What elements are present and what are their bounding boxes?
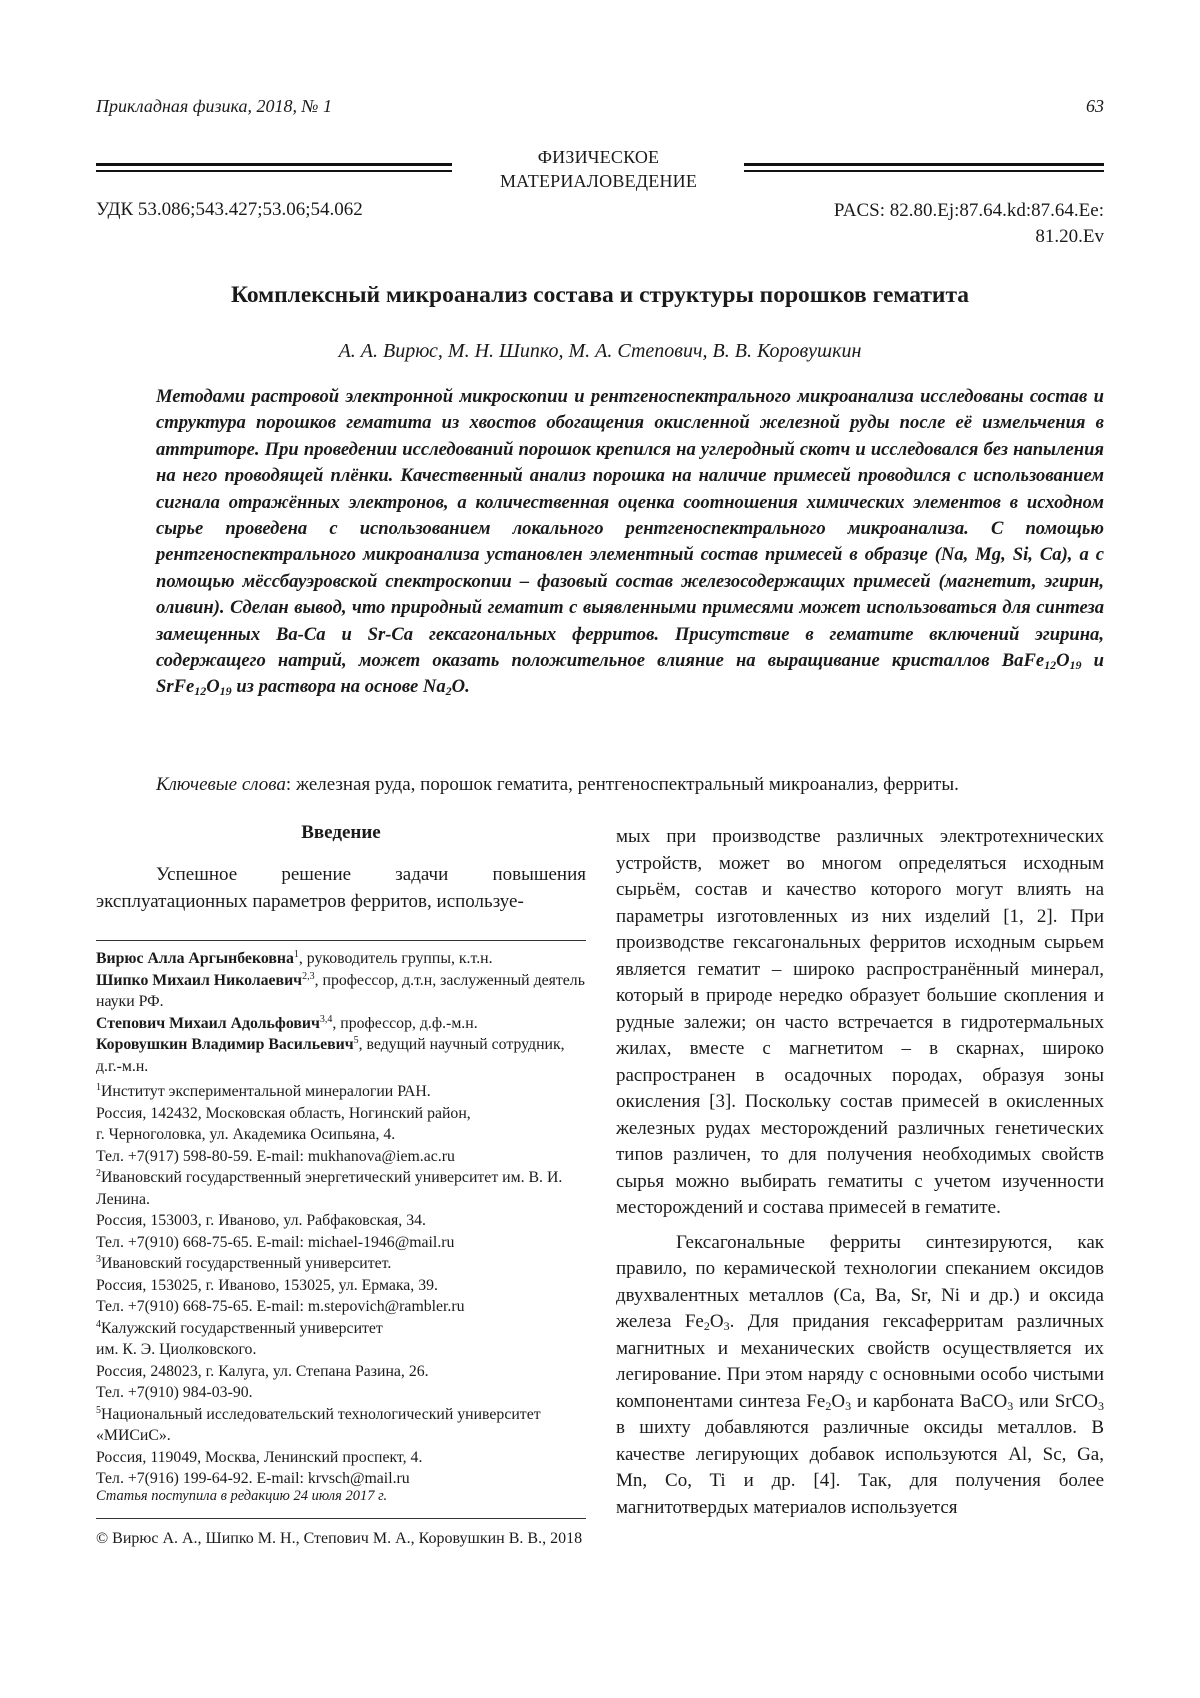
formula-sub: 2 <box>445 684 452 699</box>
author-role: , профессор, д.ф.-м.н. <box>332 1014 478 1032</box>
author-affiliations <box>96 948 586 1490</box>
org-contact: Тел. +7(916) 199-64-92. E-mail: krvsch@mail.ru <box>96 1470 410 1487</box>
formula-sub: 3 <box>1098 1398 1105 1413</box>
org-entry <box>96 1404 586 1447</box>
footnote-divider <box>96 940 586 941</box>
paragraph-text: в шихту добавляются различные оксиды металлов. В качестве легирующих добавок используются Al, Sc, Ga, Mn, Co, Ti и др. [4]. Так, для получения более магнитотвердых материалов используется <box>616 1417 1104 1518</box>
section-rule-left <box>96 163 452 172</box>
affil-sup: 4 <box>96 1318 101 1330</box>
page-number: 63 <box>1086 96 1104 116</box>
abstract-text: Методами растровой электронной микроскопии и рентгеноспектрального микроанализа исследованы состав и структура порошков гематита из хвостов обогащения окисленной железной руды после её измельчения в аттриторе. При проведении исследований порошок крепился на углеродный скотч и исследовался без напыления на него проводящей плёнки. Качественный анализ порошка на наличие примесей проводился с использованием сигнала отражённых электронов, а количественная оценка соотношения химических элементов в исходном сырье проведена с использованием локального рентгеноспектрального микроанализа. С помощью рентгеноспектрального микроанализа установлен элементный состав примесей в образце (Na, Mg, Si, Ca), а с помощью мёссбауэровской спектроскопии – фазовый состав железосодержащих примесей (магнетит, эгирин, оливин). Сделан вывод, что природный гематит с выявленными примесями может использоваться для синтеза замещенных Ba-Ca и Sr-Ca гексагональных ферритов. Присутствие в гематите включений эгирина, содержащего натрий, может оказать положительное влияние на выращивание кристаллов <box>156 386 1104 672</box>
formula-sub: 19 <box>219 684 232 699</box>
org-address: г. Черноголовка, ул. Академика Осипьяна, 4. <box>96 1126 396 1143</box>
org-entry <box>96 1081 586 1103</box>
author-role: , руководитель группы, к.т.н. <box>298 950 493 967</box>
formula-sub: 12 <box>1044 658 1057 673</box>
org-contact: Тел. +7(917) 598-80-59. E-mail: mukhanova@iem.ac.ru <box>96 1147 455 1165</box>
affil-sup: 2 <box>96 1168 101 1179</box>
org-address: Россия, 153003, г. Иваново, ул. Рабфаковская, 34. <box>96 1212 426 1229</box>
org-name: Ивановский государственный университет. <box>101 1255 392 1272</box>
abstract-connector: и <box>1081 650 1105 672</box>
formula-sub: 2 <box>825 1398 832 1413</box>
org-entry <box>96 1167 586 1210</box>
org-entry <box>96 1253 586 1275</box>
running-header <box>96 96 1104 120</box>
author-entry <box>96 948 586 970</box>
abstract-connector: из раствора на основе <box>231 676 423 698</box>
org-address: Россия, 153025, г. Иваново, 153025, ул. Ермака, 39. <box>96 1276 438 1294</box>
introduction-heading: Введение <box>301 822 381 843</box>
author-name: Шипко Михаил Николаевич <box>96 971 303 989</box>
author-entry <box>96 970 586 1013</box>
org-address: Россия, 142432, Московская область, Ногинский район, <box>96 1104 471 1122</box>
left-column <box>96 820 586 915</box>
affil-sup: 1 <box>293 949 299 960</box>
pacs-line1: PACS: 82.80.Ej:87.64.kd:87.64.Ee: <box>833 200 1104 221</box>
introduction-paragraph-left: Успешное решение задачи повышения эксплуатационных параметров ферритов, используе- <box>96 864 586 912</box>
org-name: Ивановский государственный энергетический университет им. В. И. Ленина. <box>96 1169 563 1208</box>
copyright-notice: © Вирюс А. А., Шипко М. Н., Степович М. А., Коровушкин В. В., 2018 <box>96 1530 583 1547</box>
article-title: Комплексный микроанализ состава и структуры порошков гематита <box>230 282 970 308</box>
org-address: Россия, 248023, г. Калуга, ул. Степана Разина, 26. <box>96 1362 429 1380</box>
formula-sub: 19 <box>1069 658 1082 673</box>
affil-sup: 5 <box>96 1404 101 1416</box>
keywords <box>156 772 1104 798</box>
keywords-text: : железная руда, порошок гематита, рентгеноспектральный микроанализ, ферриты. <box>285 774 959 795</box>
org-contact: Тел. +7(910) 668-75-65. E-mail: michael-1946@mail.ru <box>96 1233 455 1251</box>
section-heading <box>456 145 741 193</box>
formula-sub: 3 <box>1007 1398 1014 1413</box>
paragraph-text: Гексагональные ферриты синтезируются, как правило, по керамической технологии спеканием оксидов двухвалентных металлов (Ca, Ba, Sr, Ni и др.) и оксида железа Fe <box>616 1231 1104 1332</box>
affil-sup: 2,3 <box>302 970 315 982</box>
formula-o-end: O. <box>451 676 470 698</box>
author-role: , профессор, д.т.н, заслуженный деятель науки РФ. <box>96 971 585 1010</box>
formula-sub: 12 <box>194 684 207 699</box>
formula-sub: 2 <box>703 1319 710 1333</box>
formula-sub: 3 <box>723 1319 730 1333</box>
author-entry <box>96 1034 586 1077</box>
affil-sup: 3 <box>96 1254 101 1265</box>
article-authors: А. А. Вирюс, М. Н. Шипко, М. А. Степович, В. В. Коровушкин <box>338 340 862 362</box>
right-column <box>616 824 1104 1521</box>
org-name: Институт экспериментальной минералогии РАН. <box>101 1083 431 1100</box>
author-name: Вирюс Алла Аргынбековна <box>96 950 294 967</box>
author-entry <box>96 1013 586 1035</box>
received-date: Статья поступила в редакцию 24 июля 2017 г. <box>96 1488 388 1504</box>
formula-na: Na <box>422 676 446 698</box>
introduction-paragraph-1: мых при производстве различных электротехнических устройств, может во многом определяться исходным сырьём, состав и качество которого могут влиять на параметры изготовленных из них изделий [1, 2]. При производстве гексагональных ферритов исходным сырьем является гематит – широко распространённый минерал, который в природе нередко образует большие скопления и рудные залежи; он часто встречается в гидротермальных жилах, вместе с магнетитом – в скарнах, широко распространен в осадочных породах, образуя зоны окисления [3]. Поскольку состав примесей в окисленных железных рудах месторождений различных генетических типов различен, то для получения необходимых свойств сырья можно выбирать гематиты с учетом изученности месторождений и состава примесей в гематите. <box>616 826 1104 1218</box>
section-heading-line2: МАТЕРИАЛОВЕДЕНИЕ <box>499 171 698 191</box>
formula-o: O <box>206 676 220 698</box>
pacs-line2: 81.20.Ev <box>1035 226 1104 247</box>
author-role: , ведущий научный сотрудник, д.г.-м.н. <box>96 1036 565 1075</box>
affil-sup: 3,4 <box>319 1013 333 1025</box>
org-name-cont: им. К. Э. Циолковского. <box>96 1341 257 1358</box>
org-contact: Тел. +7(910) 984-03-90. <box>96 1384 253 1401</box>
org-entry <box>96 1318 586 1340</box>
org-name: Национальный исследовательский технологический университет «МИСиС». <box>96 1405 541 1444</box>
formula-o: O <box>1056 650 1070 672</box>
author-name: Степович Михаил Адольфович <box>96 1014 320 1032</box>
org-name: Калужский государственный университет <box>101 1319 383 1337</box>
copyright-divider <box>96 1518 586 1519</box>
keywords-label: Ключевые слова <box>156 774 286 795</box>
org-contact: Тел. +7(910) 668-75-65. E-mail: m.stepovich@rambler.ru <box>96 1298 465 1315</box>
journal-citation: Прикладная физика, 2018, № 1 <box>96 96 332 116</box>
paragraph-text: . Для придания гексаферритам различных магнитных и механических свойств осуществляется их легирование. При этом наряду с основными особо чистыми компонентами синтеза Fe <box>616 1311 1104 1412</box>
formula-o: O <box>709 1311 724 1332</box>
affil-sup: 1 <box>96 1082 101 1093</box>
introduction-paragraph-2 <box>616 1230 1104 1522</box>
author-name: Коровушкин Владимир Васильевич <box>96 1036 354 1053</box>
section-rule-right <box>744 163 1104 172</box>
udc-code: УДК 53.086;543.427;53.06;54.062 <box>96 199 363 220</box>
abstract <box>156 384 1104 701</box>
formula-o: O <box>831 1390 846 1412</box>
section-heading-line1: ФИЗИЧЕСКОЕ <box>537 147 660 167</box>
formula-srfe: SrFe <box>156 676 195 698</box>
pacs-code <box>774 198 1104 250</box>
formula-sub: 3 <box>845 1398 852 1413</box>
formula-bafe: BaFe <box>1001 650 1045 672</box>
paragraph-text: и карбоната BaCO <box>851 1390 1008 1412</box>
paragraph-text: или SrCO <box>1013 1390 1099 1412</box>
affil-sup: 5 <box>353 1035 359 1046</box>
org-address: Россия, 119049, Москва, Ленинский проспект, 4. <box>96 1448 423 1466</box>
